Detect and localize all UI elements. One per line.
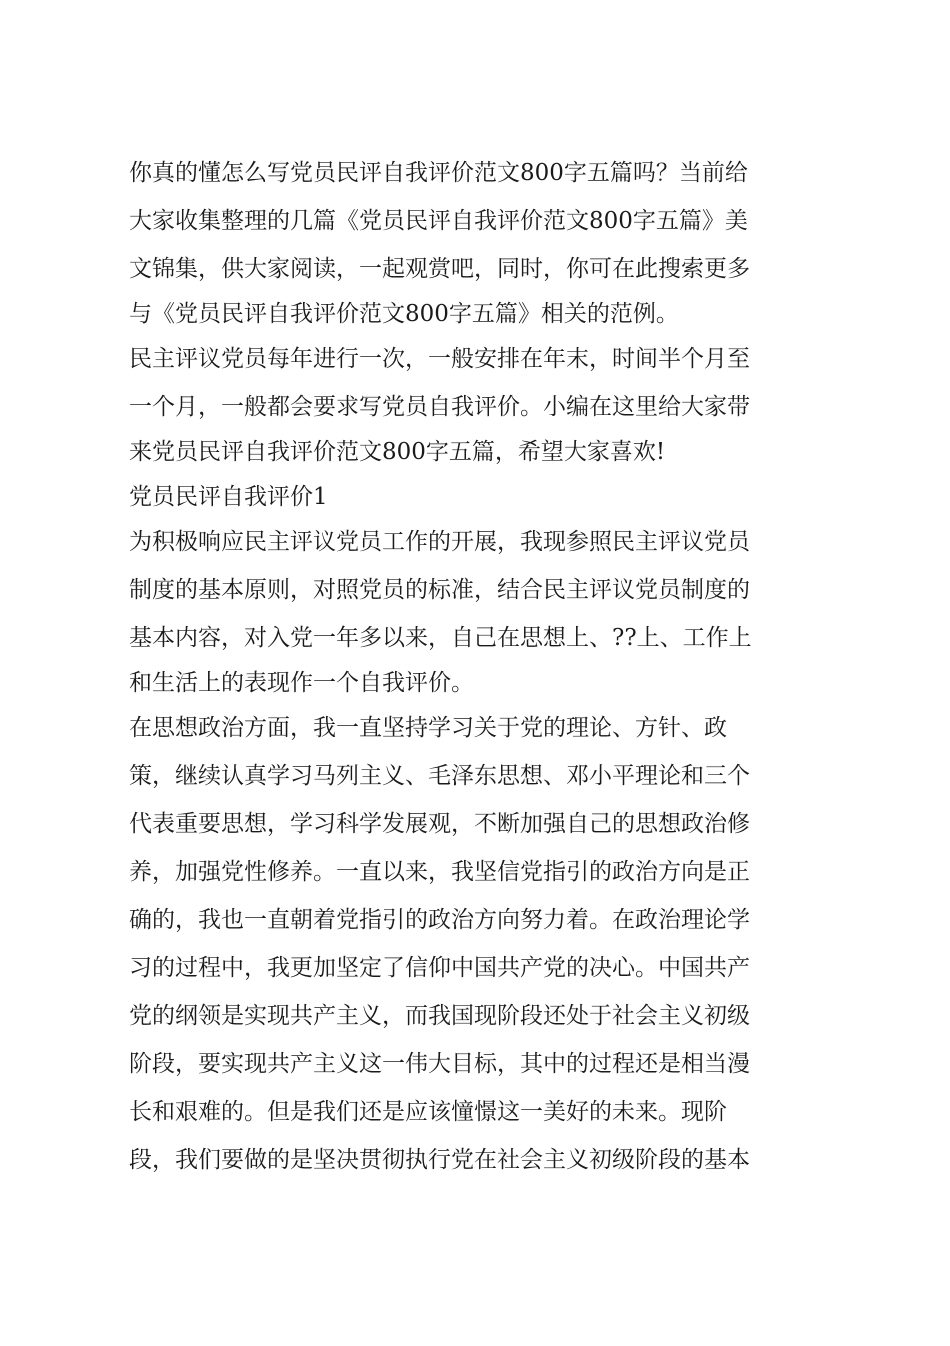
paragraph-line: 策，继续认真学习马列主义、毛泽东思想、邓小平理论和三个 <box>129 763 750 789</box>
paragraph-line: 基本内容，对入党一年多以来，自己在思想上、??上、工作上 <box>129 625 752 651</box>
paragraph-line: 为积极响应民主评议党员工作的开展，我现参照民主评议党员 <box>129 529 750 555</box>
paragraph-line: 长和艰难的。但是我们还是应该憧憬这一美好的未来。现阶 <box>129 1099 727 1125</box>
section-heading: 党员民评自我评价1 <box>129 484 328 510</box>
paragraph-line: 段，我们要做的是坚决贯彻执行党在社会主义初级阶段的基本 <box>129 1147 750 1173</box>
paragraph-line: 党的纲领是实现共产主义，而我国现阶段还处于社会主义初级 <box>129 1003 750 1029</box>
intro-line-4: 与《党员民评自我评价范文800字五篇》相关的范例。 <box>129 301 679 327</box>
paragraph-line: 代表重要思想，学习科学发展观，不断加强自己的思想政治修 <box>129 811 750 837</box>
intro-line-2: 大家收集整理的几篇《党员民评自我评价范文800字五篇》美 <box>129 208 748 234</box>
paragraph-line: 养，加强党性修养。一直以来，我坚信党指引的政治方向是正 <box>129 859 750 885</box>
paragraph-line: 一个月，一般都会要求写党员自我评价。小编在这里给大家带 <box>129 394 750 420</box>
paragraph-line: 习的过程中，我更加坚定了信仰中国共产党的决心。中国共产 <box>129 955 750 981</box>
paragraph-line: 确的，我也一直朝着党指引的政治方向努力着。在政治理论学 <box>129 907 750 933</box>
paragraph-line: 制度的基本原则，对照党员的标准，结合民主评议党员制度的 <box>129 577 750 603</box>
paragraph-line: 和生活上的表现作一个自我评价。 <box>129 670 474 696</box>
intro-line-1: 你真的懂怎么写党员民评自我评价范文800字五篇吗？当前给 <box>129 160 748 186</box>
paragraph-line: 民主评议党员每年进行一次，一般安排在年末，时间半个月至 <box>129 346 750 372</box>
intro-line-3: 文锦集，供大家阅读，一起观赏吧，同时，你可在此搜索更多 <box>129 256 750 282</box>
paragraph-line: 阶段，要实现共产主义这一伟大目标，其中的过程还是相当漫 <box>129 1051 750 1077</box>
paragraph-line: 在思想政治方面，我一直坚持学习关于党的理论、方针、政 <box>129 715 727 741</box>
paragraph-line: 来党员民评自我评价范文800字五篇，希望大家喜欢! <box>129 439 666 465</box>
